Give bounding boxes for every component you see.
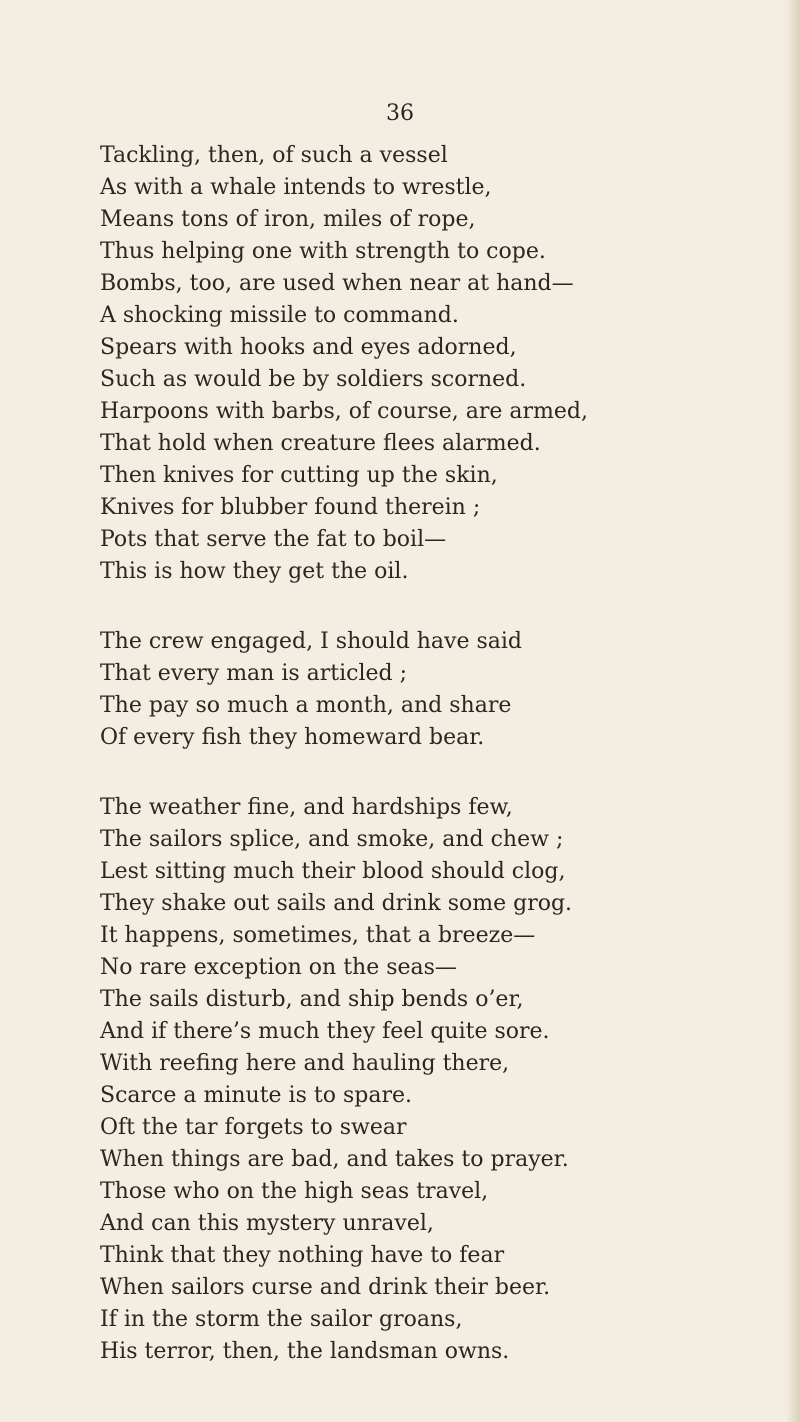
poem-line: Think that they nothing have to fear	[100, 1243, 505, 1268]
poem-line: His terror, then, the landsman owns.	[100, 1339, 510, 1364]
poem-line: Lest sitting much their blood should clog,	[100, 859, 566, 884]
poem-line: The sailors splice, and smoke, and chew ;	[100, 827, 564, 852]
stanza-3	[100, 792, 790, 1368]
poem-line: Pots that serve the fat to boil—	[100, 527, 447, 552]
poem-line: Means tons of iron, miles of rope,	[100, 207, 476, 232]
poem-line: That hold when creature flees alarmed.	[100, 431, 541, 456]
poem-line: A shocking missile to command.	[100, 303, 459, 328]
poem-line: It happens, sometimes, that a breeze—	[100, 923, 536, 948]
page-number: 36	[386, 101, 414, 126]
poem-body	[100, 140, 790, 1406]
stanza-2	[100, 626, 790, 754]
poem-line: The pay so much a month, and share	[100, 693, 512, 718]
poem-line: Oft the tar forgets to swear	[100, 1115, 407, 1140]
poem-line: That every man is articled ;	[100, 661, 408, 686]
poem-line: Tackling, then, of such a vessel	[100, 143, 448, 168]
poem-line: Such as would be by soldiers scorned.	[100, 367, 527, 392]
poem-line: Thus helping one with strength to cope.	[100, 239, 546, 264]
stanza-1	[100, 140, 790, 588]
poem-line: The crew engaged, I should have said	[100, 629, 523, 654]
poem-line: As with a whale intends to wrestle,	[100, 175, 492, 200]
poem-line: With reefing here and hauling there,	[100, 1051, 510, 1076]
poem-line: Bombs, too, are used when near at hand—	[100, 271, 574, 296]
poem-line: Harpoons with barbs, of course, are armed,	[100, 399, 588, 424]
poem-line: Scarce a minute is to spare.	[100, 1083, 412, 1108]
poem-line: The weather fine, and hardships few,	[100, 795, 513, 820]
poem-line: This is how they get the oil.	[100, 559, 409, 584]
poem-line: And if there’s much they feel quite sore.	[100, 1019, 550, 1044]
poem-line: When things are bad, and takes to prayer.	[100, 1147, 569, 1172]
poem-line: The sails disturb, and ship bends o’er,	[100, 987, 524, 1012]
poem-line: Knives for blubber found therein ;	[100, 495, 481, 520]
poem-line: Then knives for cutting up the skin,	[100, 463, 498, 488]
poem-line: Spears with hooks and eyes adorned,	[100, 335, 517, 360]
poem-line: No rare exception on the seas—	[100, 955, 457, 980]
poem-line: Of every fish they homeward bear.	[100, 725, 485, 750]
poem-line: They shake out sails and drink some grog.	[100, 891, 573, 916]
poem-line: When sailors curse and drink their beer.	[100, 1275, 551, 1300]
poem-line: Those who on the high seas travel,	[100, 1179, 489, 1204]
poem-line: And can this mystery unravel,	[100, 1211, 434, 1236]
poem-line: If in the storm the sailor groans,	[100, 1307, 463, 1332]
